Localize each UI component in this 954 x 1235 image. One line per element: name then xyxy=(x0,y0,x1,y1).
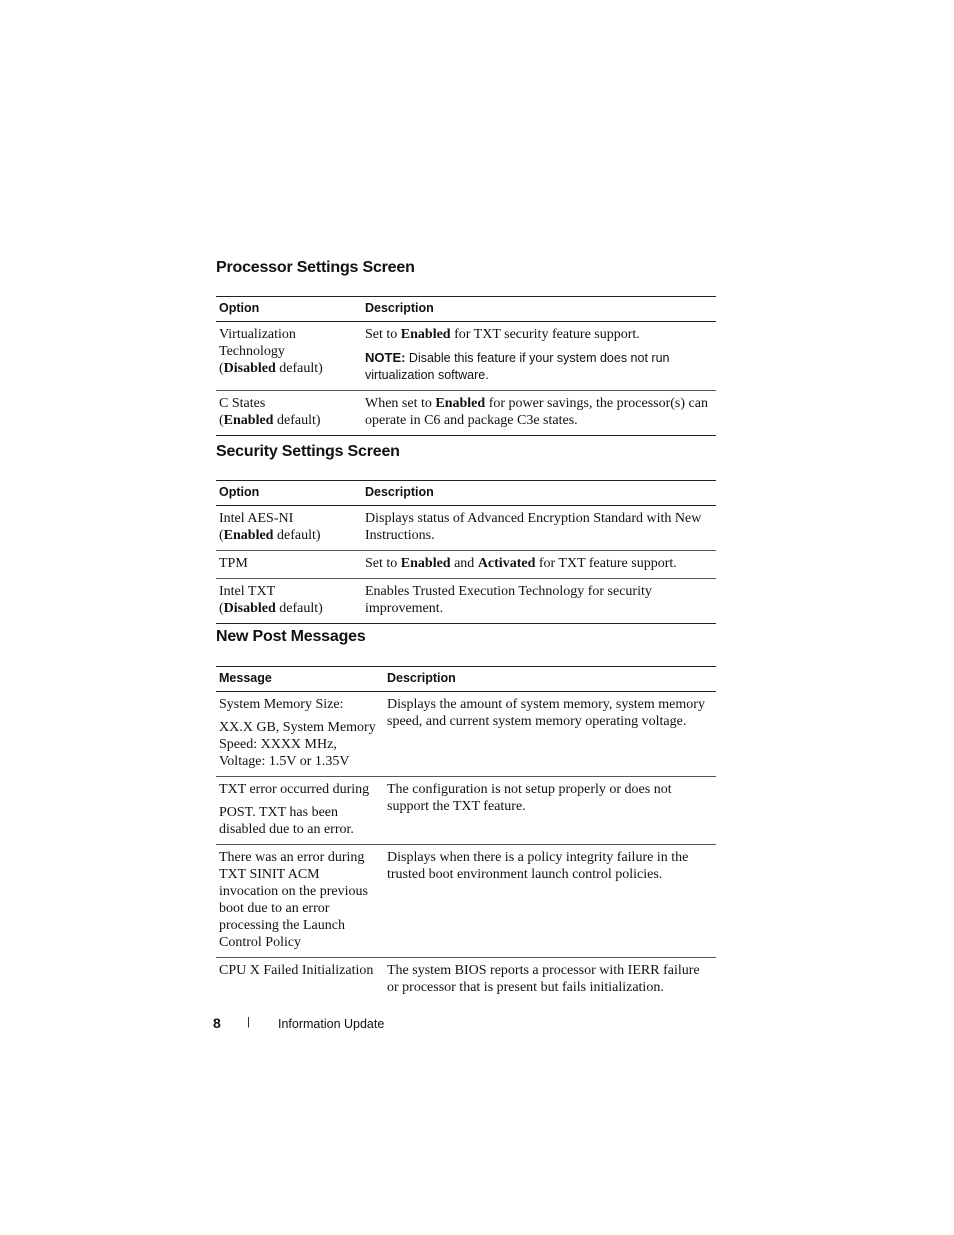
table-row xyxy=(216,777,716,845)
table-row xyxy=(216,322,716,391)
page-number: 8 xyxy=(213,1015,221,1031)
footer-separator: | xyxy=(247,1016,250,1028)
description-cell: Enables Trusted Execution Technology for security improvement. xyxy=(362,579,716,624)
description-cell: Set to Enabled for TXT security feature support. NOTE: Disable this feature if your system does not run virtualization software. xyxy=(362,322,716,391)
table-row xyxy=(216,579,716,624)
table-row xyxy=(216,692,716,777)
option-cell: Intel TXT (Disabled default) xyxy=(216,579,362,624)
message-cell: TXT error occurred during POST. TXT has been disabled due to an error. xyxy=(216,777,384,845)
post-messages-table xyxy=(216,666,716,1002)
table-row xyxy=(216,958,716,1003)
note-label: NOTE: xyxy=(365,350,406,365)
table-row xyxy=(216,506,716,551)
security-settings-heading: Security Settings Screen xyxy=(216,443,400,460)
description-cell: Displays when there is a policy integrity failure in the trusted boot environment launch control policies. xyxy=(384,845,716,958)
processor-settings-heading: Processor Settings Screen xyxy=(216,259,415,276)
option-cell: Intel AES-NI (Enabled default) xyxy=(216,506,362,551)
security-col-description: Description xyxy=(362,481,716,506)
description-cell: When set to Enabled for power savings, the processor(s) can operate in C6 and package C3e states. xyxy=(362,391,716,436)
message-cell: There was an error during TXT SINIT ACM invocation on the previous boot due to an error processing the Launch Control Policy xyxy=(216,845,384,958)
table-row xyxy=(216,391,716,436)
option-cell: C States (Enabled default) xyxy=(216,391,362,436)
message-cell: CPU X Failed Initialization xyxy=(219,963,374,978)
description-cell: Set to Enabled and Activated for TXT feature support. xyxy=(362,551,716,579)
footer-title: Information Update xyxy=(278,1017,385,1031)
table-row xyxy=(216,551,716,579)
security-col-option: Option xyxy=(216,481,362,506)
description-cell: Displays the amount of system memory, system memory speed, and current system memory operating voltage. xyxy=(384,692,716,777)
option-cell: TPM xyxy=(216,551,362,579)
processor-settings-table xyxy=(216,296,716,436)
message-cell: System Memory Size: XX.X GB, System Memory Speed: XXXX MHz, Voltage: 1.5V or 1.35V xyxy=(216,692,384,777)
post-messages-heading: New Post Messages xyxy=(216,628,366,645)
table-row xyxy=(216,845,716,958)
post-col-description: Description xyxy=(384,667,716,692)
description-cell: The system BIOS reports a processor with IERR failure or processor that is present but fails initialization. xyxy=(387,963,700,995)
processor-col-description: Description xyxy=(362,297,716,322)
note-box: NOTE: Disable this feature if your system does not run virtualization software. xyxy=(365,350,670,382)
post-col-message: Message xyxy=(216,667,384,692)
security-settings-table xyxy=(216,480,716,624)
processor-col-option: Option xyxy=(216,297,362,322)
option-cell: Virtualization Technology (Disabled default) xyxy=(216,322,362,391)
description-cell: Displays status of Advanced Encryption Standard with New Instructions. xyxy=(362,506,716,551)
description-cell: The configuration is not setup properly or does not support the TXT feature. xyxy=(384,777,716,845)
